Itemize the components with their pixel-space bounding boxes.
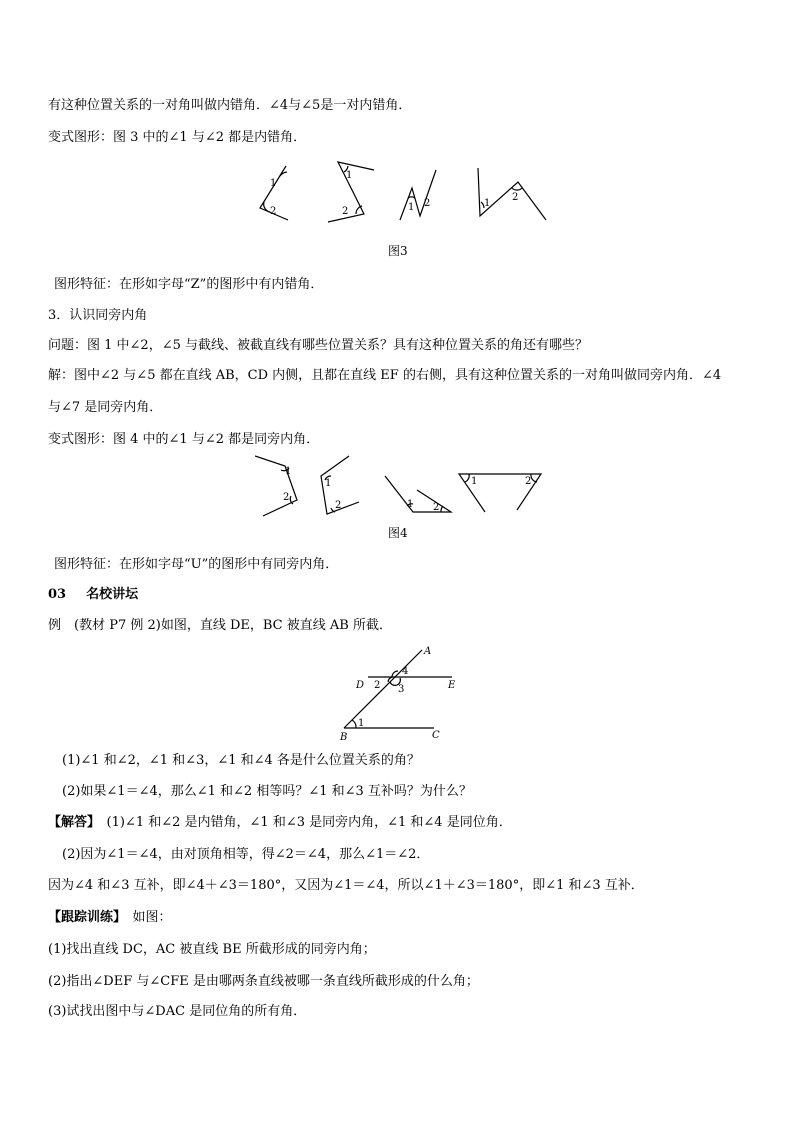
text-line-4: 3．认识同旁内角 bbox=[48, 308, 148, 323]
figure-3-caption: 图3 bbox=[388, 244, 408, 258]
text-line-12: (1)∠1 和∠2，∠1 和∠3，∠1 和∠4 各是什么位置关系的角？ bbox=[62, 753, 420, 768]
text-line-15: (2)因为∠1＝∠4，由对顶角相等，得∠2＝∠4，那么∠1＝∠2． bbox=[62, 847, 430, 862]
fig4-angle-2c: 2 bbox=[433, 502, 440, 513]
point-c: C bbox=[432, 730, 440, 740]
fig3-angle-1d: 1 bbox=[484, 198, 491, 209]
section-heading bbox=[48, 586, 138, 604]
text-line-9: 图形特征：在形如字母“U”的图形中有同旁内角． bbox=[54, 557, 339, 572]
point-e: E bbox=[448, 680, 456, 691]
text-line-3: 图形特征：在形如字母“Z”的图形中有内错角． bbox=[54, 277, 324, 292]
text-line-8: 变式图形：图 4 中的∠1 与∠2 都是同旁内角． bbox=[48, 432, 320, 447]
point-b: B bbox=[340, 732, 348, 740]
text-line-7: 与∠7 是同旁内角． bbox=[48, 400, 163, 415]
example-angle-3: 3 bbox=[398, 684, 405, 695]
text-line-2: 变式图形：图 3 中的∠1 与∠2 都是内错角． bbox=[48, 130, 307, 145]
text-line-13: (2)如果∠1＝∠4，那么∠1 和∠2 相等吗？∠1 和∠3 互补吗？为什么？ bbox=[62, 784, 472, 799]
fig4-angle-2d: 2 bbox=[525, 476, 532, 487]
example-angle-4: 4 bbox=[402, 666, 409, 677]
section-number: 03 bbox=[48, 587, 67, 602]
fig4-angle-1d: 1 bbox=[471, 476, 478, 487]
fig4-angle-1c: 1 bbox=[407, 499, 414, 510]
figure-4 bbox=[255, 452, 555, 522]
fig3-angle-1b: 1 bbox=[346, 170, 353, 181]
point-d: D bbox=[356, 680, 365, 691]
answer-body: (1)∠1 和∠2 是内错角，∠1 和∠3 是同旁内角，∠1 和∠4 是同位角． bbox=[93, 815, 512, 830]
text-line-5: 问题：图 1 中∠2，∠5 与截线、被截直线有哪些位置关系？具有这种位置关系的角还有哪些？ bbox=[48, 338, 588, 353]
text-line-14 bbox=[48, 814, 512, 832]
fig3-angle-2b: 2 bbox=[342, 206, 349, 217]
fig3-angle-1a: 1 bbox=[270, 178, 277, 189]
fig4-angle-2a: 2 bbox=[283, 492, 290, 503]
text-line-11: 例 (教材 P7 例 2)如图，直线 DE，BC 被直线 AB 所截． bbox=[48, 618, 392, 633]
figure-4-caption: 图4 bbox=[388, 526, 408, 540]
text-line-1: 有这种位置关系的一对角叫做内错角．∠4与∠5是一对内错角． bbox=[48, 98, 412, 113]
example-angle-1: 1 bbox=[358, 718, 365, 729]
example-figure bbox=[330, 640, 470, 740]
fig4-angle-1a: 1 bbox=[285, 466, 292, 477]
fig4-angle-2b: 2 bbox=[335, 500, 342, 511]
fig3-angle-2a: 2 bbox=[270, 206, 277, 217]
text-line-16: 因为∠4 和∠3 互补，即∠4＋∠3＝180°，又因为∠1＝∠4，所以∠1＋∠3＝180°，即∠1 和∠3 互补． bbox=[48, 878, 644, 893]
practice-body: 如图： bbox=[119, 910, 172, 925]
fig3-angle-2c: 2 bbox=[424, 198, 431, 209]
figure-3 bbox=[240, 158, 560, 238]
text-line-18: (1)找出直线 DC，AC 被直线 BE 所截形成的同旁内角； bbox=[48, 942, 376, 957]
text-line-20: (3)试找出图中与∠DAC 是同位角的所有角． bbox=[48, 1004, 307, 1019]
fig3-angle-1c: 1 bbox=[408, 202, 415, 213]
example-angle-2: 2 bbox=[374, 680, 381, 691]
fig4-angle-1b: 1 bbox=[325, 478, 332, 489]
point-a: A bbox=[424, 646, 432, 657]
text-line-6: 解：图中∠2 与∠5 都在直线 AB，CD 内侧，且都在直线 EF 的右侧，具有这种位置关系的一对角叫做同旁内角．∠4 bbox=[48, 368, 722, 383]
text-line-17 bbox=[48, 909, 172, 927]
practice-heading: 【跟踪训练】 bbox=[48, 910, 120, 925]
fig3-angle-2d: 2 bbox=[512, 192, 519, 203]
text-line-19: (2)指出∠DEF 与∠CFE 是由哪两条直线被哪一条直线所截形成的什么角； bbox=[48, 974, 479, 989]
answer-heading: 【解答】 bbox=[48, 815, 94, 830]
section-title: 名校讲坛 bbox=[86, 587, 139, 602]
